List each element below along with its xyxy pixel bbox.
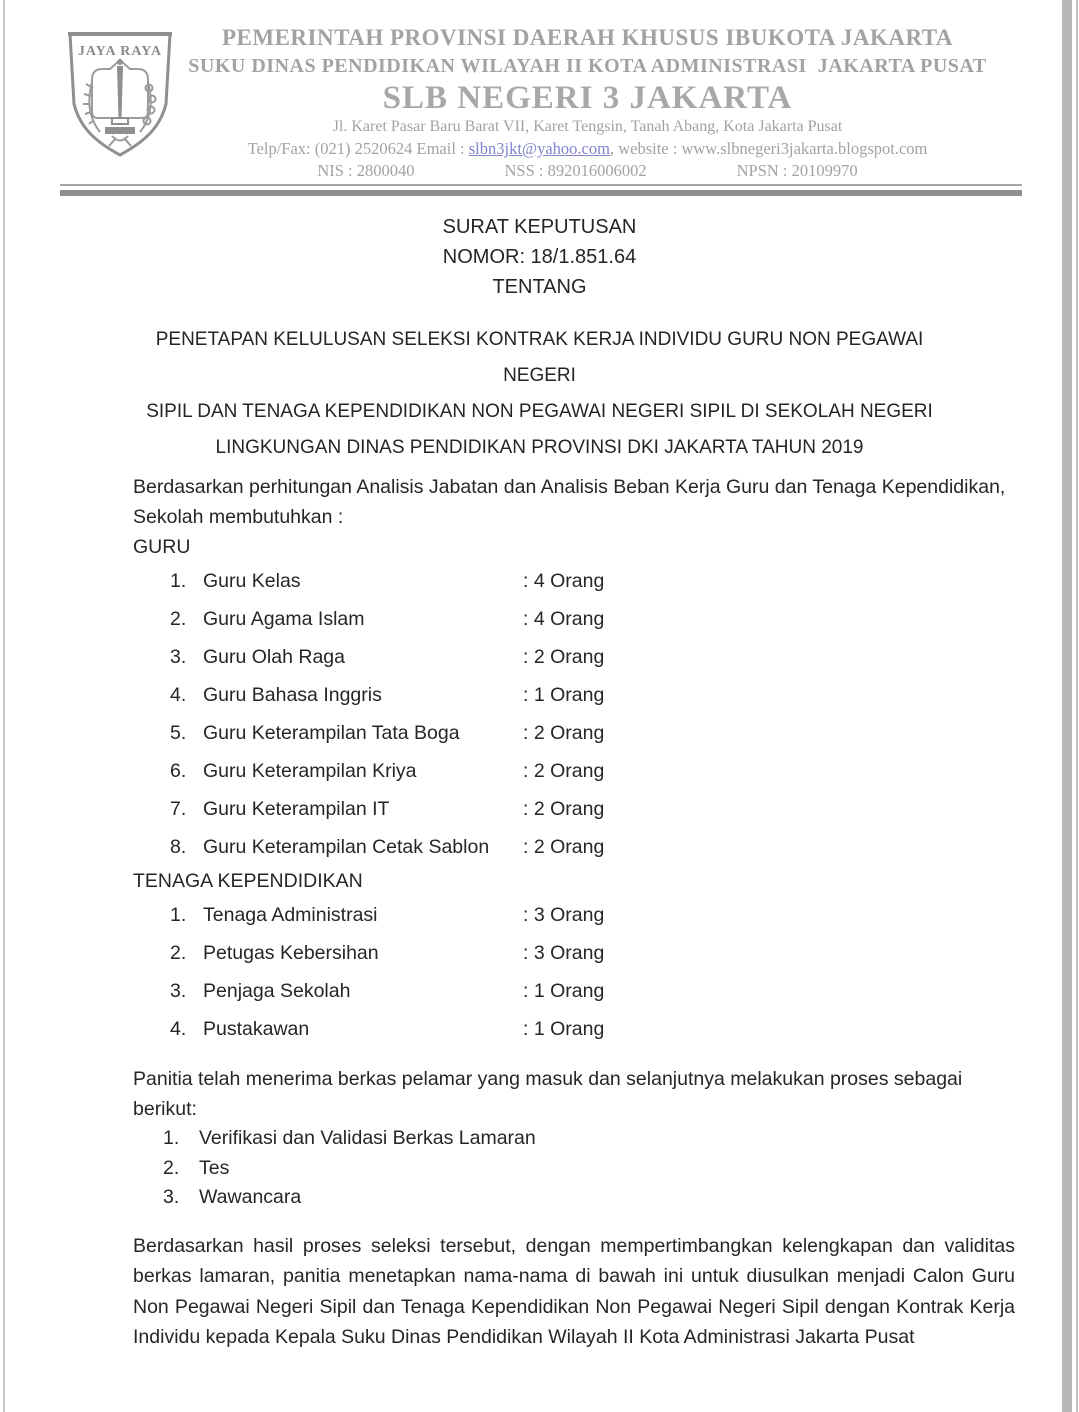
list-item: [133, 1183, 1015, 1213]
item-label: Guru Keterampilan Kriya: [203, 760, 417, 782]
document-title: SURAT KEPUTUSAN: [442, 216, 637, 238]
intro-paragraph: Berdasarkan perhitungan Analisis Jabatan dan Analisis Beban Kerja Guru dan Tenaga Kependidikan, Sekolah membutuhkan :: [133, 476, 1006, 528]
item-count: : 2 Orang: [523, 798, 605, 820]
item-count: : 2 Orang: [523, 760, 605, 782]
item-number: 1.: [170, 904, 187, 926]
item-label: Guru Kelas: [203, 570, 301, 592]
school-address: Jl. Karet Pasar Baru Barat VII, Karet Tengsin, Tanah Abang, Kota Jakarta Pusat: [332, 118, 843, 135]
contact-suffix: , website : www.slbnegeri3jakarta.blogspot.com: [609, 139, 928, 158]
list-item: [133, 638, 1015, 676]
document-tentang: TENTANG: [492, 276, 587, 298]
item-number: 3.: [170, 646, 187, 668]
item-label: Wawancara: [199, 1186, 302, 1208]
item-label: Guru Keterampilan Cetak Sablon: [203, 836, 490, 858]
list-item: [133, 752, 1015, 790]
list-item: [133, 562, 1015, 600]
nss-value: NSS : 892016006002: [504, 161, 647, 180]
divider-thick-rule: [60, 190, 1022, 196]
list-item: [133, 1124, 1015, 1154]
item-number: 7.: [170, 798, 187, 820]
item-count: : 3 Orang: [523, 904, 605, 926]
header-divider: [60, 184, 1022, 196]
process-intro-paragraph: Panitia telah menerima berkas pelamar yang masuk dan selanjutnya melakukan proses sebagai berikut:: [133, 1068, 963, 1120]
item-number: 3.: [170, 980, 187, 1002]
item-number: 3.: [163, 1186, 180, 1208]
item-number: 2.: [170, 942, 187, 964]
item-label: Penjaga Sekolah: [203, 980, 351, 1002]
scan-edge-right-band: [1062, 0, 1072, 1412]
scan-edge-left: [3, 0, 5, 1412]
jakarta-coat-of-arms-icon: [60, 28, 180, 160]
item-count: : 1 Orang: [523, 980, 605, 1002]
email-link[interactable]: slbn3jkt@yahoo.com: [468, 139, 610, 158]
item-label: Guru Keterampilan Tata Boga: [203, 722, 460, 744]
item-number: 1.: [163, 1127, 180, 1149]
item-label: Tes: [199, 1156, 230, 1179]
item-number: 2.: [163, 1156, 180, 1179]
tenaga-kependidikan-list: [133, 896, 1015, 1048]
list-item: [133, 714, 1015, 752]
subject-line: PENETAPAN KELULUSAN SELEKSI KONTRAK KERJA INDIVIDU GURU NON PEGAWAI NEGERI: [155, 329, 924, 386]
item-count: : 1 Orang: [523, 684, 605, 706]
item-count: : 2 Orang: [523, 836, 605, 858]
subject-title: [125, 322, 955, 466]
department-line: SUKU DINAS PENDIDIKAN WILAYAH II KOTA ADMINISTRASI JAKARTA PUSAT: [188, 55, 987, 77]
list-item: [133, 790, 1015, 828]
closing-paragraph: Berdasarkan hasil proses seleksi tersebut, dengan mempertimbangkan kelengkapan dan validitas berkas lamaran, panitia menetapkan nama-nama di bawah ini untuk diusulkan menjadi Calon Guru Non Pegawai Negeri Sipil dan Tenaga Kependidikan Non Pegawai Negeri Sipil dengan Kontrak Kerja Individu kepada Kepala Suku Dinas Pendidikan Wilayah II Kota Administrasi Jakarta Pusat: [133, 1234, 1015, 1348]
list-item: [133, 676, 1015, 714]
item-label: Petugas Kebersihan: [203, 942, 379, 964]
item-count: : 2 Orang: [523, 722, 605, 744]
divider-thin-rule: [60, 184, 1022, 186]
item-number: 6.: [170, 760, 187, 782]
item-number: 8.: [170, 836, 187, 858]
item-number: 4.: [170, 1018, 187, 1040]
item-label: Tenaga Administrasi: [203, 904, 378, 926]
contact-prefix: Telp/Fax: (021) 2520624 Email :: [247, 139, 469, 158]
list-item: [133, 1010, 1015, 1048]
list-item: [133, 896, 1015, 934]
item-label: Guru Olah Raga: [203, 646, 345, 668]
jakarta-emblem-logo: [60, 28, 180, 160]
subject-line: SIPIL DAN TENAGA KEPENDIDIKAN NON PEGAWAI NEGERI SIPIL DI SEKOLAH NEGERI: [146, 401, 933, 422]
scan-edge-right-line: [1076, 0, 1078, 1412]
title-block: [0, 212, 1079, 302]
item-count: : 3 Orang: [523, 942, 605, 964]
list-item: [133, 828, 1015, 866]
government-line: PEMERINTAH PROVINSI DAERAH KHUSUS IBUKOTA JAKARTA: [221, 25, 954, 50]
contact-line: [110, 138, 1065, 160]
school-name: SLB NEGERI 3 JAKARTA: [382, 80, 793, 116]
document-number: NOMOR: 18/1.851.64: [442, 246, 637, 268]
item-count: : 2 Orang: [523, 646, 605, 668]
item-label: Guru Keterampilan IT: [203, 798, 390, 820]
item-count: : 4 Orang: [523, 570, 605, 592]
nis-value: NIS : 2800040: [317, 161, 415, 180]
letterhead: [0, 0, 1079, 182]
item-number: 4.: [170, 684, 187, 706]
tenaga-kependidikan-heading: TENAGA KEPENDIDIKAN: [133, 870, 363, 892]
logo-motto: JAYA RAYA: [77, 44, 163, 59]
list-item: [133, 600, 1015, 638]
item-label: Guru Agama Islam: [203, 608, 365, 630]
school-ids-line: [110, 160, 1065, 182]
guru-list: [133, 562, 1015, 866]
list-item: [133, 934, 1015, 972]
list-item: [133, 1154, 1015, 1184]
item-number: 2.: [170, 608, 187, 630]
item-count: : 1 Orang: [523, 1018, 605, 1040]
list-item: [133, 972, 1015, 1010]
item-count: : 4 Orang: [523, 608, 605, 630]
item-number: 5.: [170, 722, 187, 744]
letterhead-text: [110, 24, 1065, 182]
guru-heading: GURU: [133, 536, 191, 558]
item-label: Verifikasi dan Validasi Berkas Lamaran: [199, 1127, 536, 1149]
npsn-value: NPSN : 20109970: [736, 161, 858, 180]
subject-line: LINGKUNGAN DINAS PENDIDIKAN PROVINSI DKI JAKARTA TAHUN 2019: [215, 437, 864, 458]
item-label: Guru Bahasa Inggris: [203, 684, 382, 706]
item-label: Pustakawan: [203, 1018, 310, 1040]
item-number: 1.: [170, 570, 187, 592]
process-steps-list: [133, 1124, 1015, 1213]
letter-body: [133, 472, 1015, 1353]
